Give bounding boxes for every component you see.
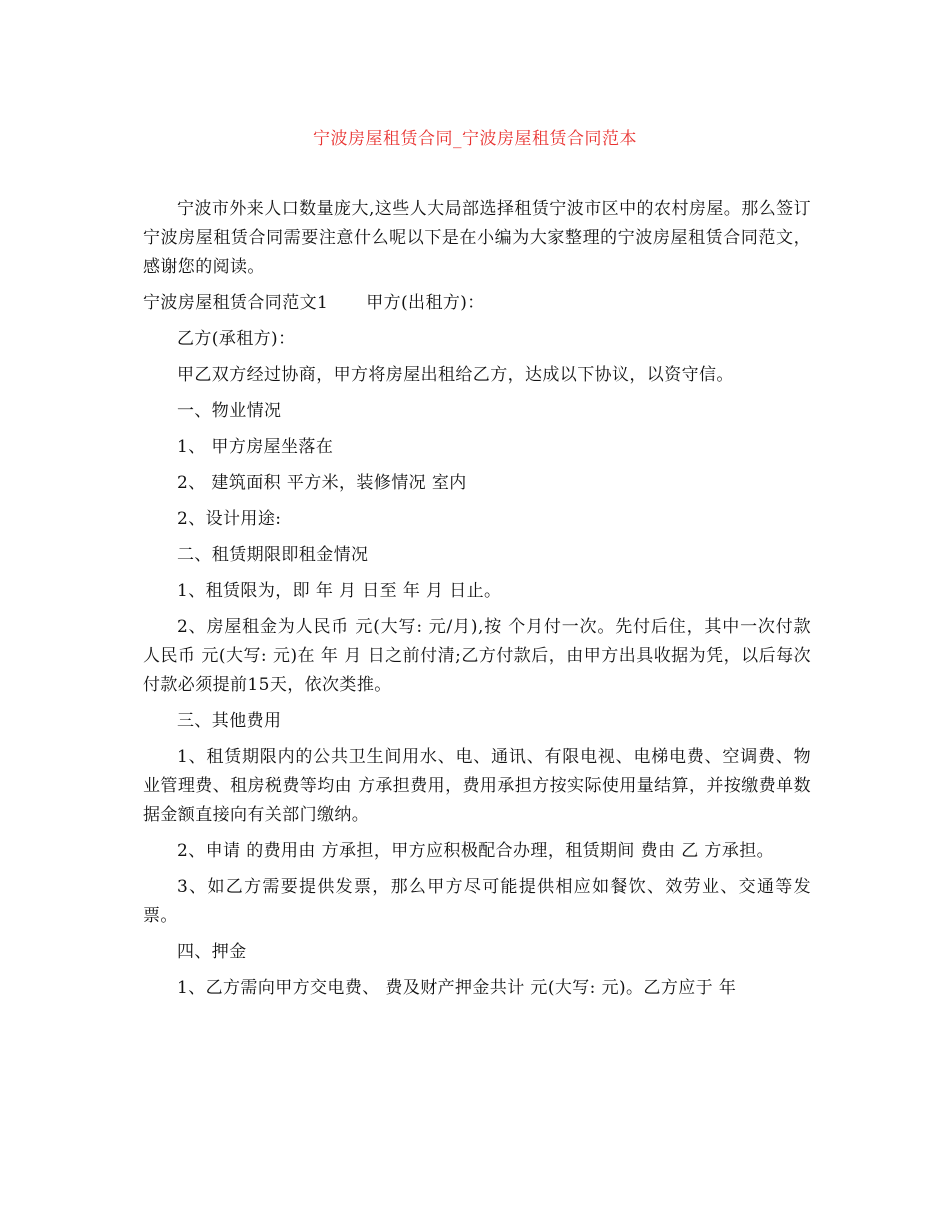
sample-heading-line (143, 289, 811, 318)
section-2-item-2: 2、房屋租金为人民币 元(大写: 元/月),按 个月付一次。先付后住，其中一次付款人民币 元(大写: 元)在 年 月 日之前付清;乙方付款后，由甲方出具收据为凭，以后每次付款必须提前15天，依次类推。 (143, 617, 811, 695)
section-2-item-1: 1、租赁限为，即 年 月 日至 年 月 日止。 (177, 581, 502, 601)
section-2-title: 二、租赁期限即租金情况 (177, 545, 369, 565)
section-3-item-2: 2、申请 的费用由 方承担，甲方应积极配合办理，租赁期间 费由 乙 方承担。 (177, 841, 775, 861)
section-1-item-2: 2、 建筑面积 平方米，装修情况 室内 (177, 473, 467, 493)
party-b-label: 乙方(承租方)： (177, 329, 296, 349)
section-1-item-1: 1、 甲方房屋坐落在 (177, 437, 334, 457)
section-1-title: 一、物业情况 (177, 401, 282, 421)
section-3-item-1: 1、租赁期限内的公共卫生间用水、电、通讯、有限电视、电梯电费、空调费、物业管理费、租房税费等均由 方承担费用，费用承担方按实际使用量结算，并按缴费单数据金额直接向有关部门缴纳。 (143, 747, 811, 825)
intro-paragraph: 宁波市外来人口数量庞大,这些人大局部选择租赁宁波市区中的农村房屋。那么签订宁波房屋租赁合同需要注意什么呢以下是在小编为大家整理的宁波房屋租赁合同范文，感谢您的阅读。 (143, 199, 811, 277)
party-a-label: 甲方(出租方)： (366, 293, 485, 313)
document-title: 宁波房屋租赁合同_宁波房屋租赁合同范本 (313, 129, 637, 149)
agreement-paragraph: 甲乙双方经过协商，甲方将房屋出租给乙方，达成以下协议，以资守信。 (177, 365, 734, 385)
section-4-item-1: 1、乙方需向甲方交电费、 费及财产押金共计 元(大写: 元)。乙方应于 年 (177, 978, 737, 998)
sample-heading: 宁波房屋租赁合同范文1 (143, 293, 329, 313)
section-3-item-3: 3、如乙方需要提供发票，那么甲方尽可能提供相应如餐饮、效劳业、交通等发票。 (143, 877, 811, 926)
section-4-title: 四、押金 (177, 942, 247, 962)
section-1-item-3: 2、设计用途: (177, 509, 282, 529)
section-3-title: 三、其他费用 (177, 711, 282, 731)
document-body (143, 195, 811, 1010)
